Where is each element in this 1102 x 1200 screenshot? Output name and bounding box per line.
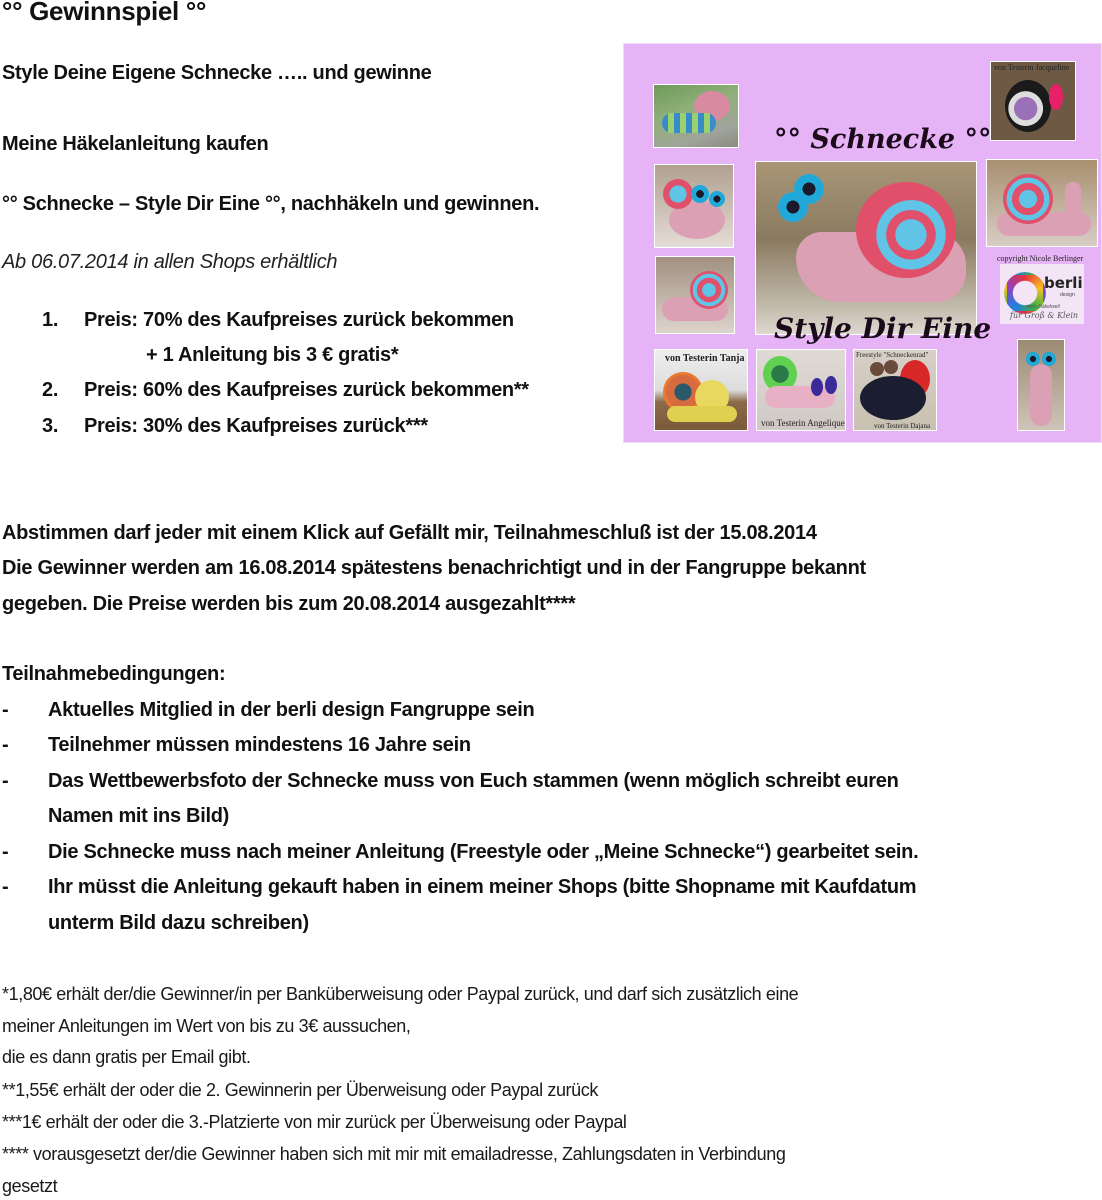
- photo-caption: von Testerin Dajana: [874, 422, 931, 430]
- ear-shape: [1049, 84, 1063, 110]
- photo-main-snail: [755, 161, 977, 335]
- subtitle: Style Deine Eigene Schnecke ….. und gewinne: [2, 62, 432, 84]
- copyright-caption: copyright Nicole Berlinger: [997, 254, 1084, 263]
- dash-bullet: -: [2, 876, 9, 898]
- condition-text-continued: unterm Bild dazu schreiben): [48, 912, 309, 934]
- footnote-line: **** vorausgesetzt der/die Gewinner haben sich mit mir mit emailadresse, Zahlungsdaten in Verbindung: [2, 1144, 786, 1164]
- footnote-line: gesetzt: [2, 1176, 58, 1196]
- condition-item: [2, 876, 916, 899]
- striped-body-shape: [662, 113, 716, 133]
- dash-bullet: -: [2, 699, 9, 721]
- snail-shell-shape: [663, 179, 693, 209]
- condition-text: Aktuelles Mitglied in der berli design Fangruppe sein: [48, 699, 535, 721]
- prize-item-1: [42, 309, 514, 332]
- photo-snail-side: [655, 256, 735, 334]
- snail-collage-image: [623, 43, 1102, 443]
- prize-number: 2.: [42, 379, 59, 401]
- footnote-line: meiner Anleitungen im Wert von bis zu 3€ aussuchen,: [2, 1016, 411, 1036]
- snail-eye-shape: [870, 362, 884, 376]
- prize-item-2: [42, 379, 529, 402]
- dash-bullet: -: [2, 770, 9, 792]
- photo-caption: von Testerin Jacqueline: [994, 63, 1070, 72]
- product-line: °° Schnecke – Style Dir Eine °°, nachhäkeln und gewinnen.: [2, 193, 540, 215]
- photo-caption: von Testerin Tanja: [665, 353, 745, 364]
- photo-tanja-snail: [654, 349, 748, 431]
- condition-text: Die Schnecke muss nach meiner Anleitung (Freestyle oder „Meine Schnecke“) gearbeitet sein.: [48, 841, 919, 863]
- voting-line-2: Die Gewinner werden am 16.08.2014 spätestens benachrichtigt und in der Fangruppe bekannt: [2, 557, 866, 579]
- conditions-heading: Teilnahmebedingungen:: [2, 663, 226, 685]
- page-title: °° Gewinnspiel °°: [2, 0, 207, 26]
- collage-tagline: Style Dir Eine: [774, 312, 992, 345]
- condition-text: Ihr müsst die Anleitung gekauft haben in einem meiner Shops (bitte Shopname mit Kaufdatum: [48, 876, 917, 898]
- footnote-line: **1,55€ erhält der oder die 2. Gewinnerin per Überweisung oder Paypal zurück: [2, 1080, 598, 1100]
- voting-line-3: gegeben. Die Preise werden bis zum 20.08.2014 ausgezahlt****: [2, 593, 576, 615]
- prize-item-1-extra: + 1 Anleitung bis 3 € gratis*: [146, 344, 399, 366]
- photo-snail-upright: [1017, 339, 1065, 431]
- availability-line: Ab 06.07.2014 in allen Shops erhältlich: [2, 251, 338, 273]
- condition-text: Teilnehmer müssen mindestens 16 Jahre sein: [48, 734, 471, 756]
- logo-sub: design: [1060, 292, 1075, 298]
- footnote-line: die es dann gratis per Email gibt.: [2, 1047, 251, 1067]
- prize-text: Preis: 70% des Kaufpreises zurück bekommen: [84, 309, 514, 331]
- prize-text: Preis: 60% des Kaufpreises zurück bekommen**: [84, 379, 529, 401]
- snail-eye-shape: [1026, 352, 1040, 366]
- photo-snail-front: [654, 164, 734, 248]
- photo-snail-right: [986, 159, 1098, 247]
- logo-tag1: mein Häkelwelt: [1026, 304, 1060, 310]
- condition-text: Das Wettbewerbsfoto der Schnecke muss von Euch stammen (wenn möglich schreibt euren: [48, 770, 899, 792]
- photo-jacqueline-snail: [990, 61, 1076, 141]
- dash-bullet: -: [2, 734, 9, 756]
- snail-neck-shape: [1065, 182, 1081, 222]
- snail-eye-shape: [884, 360, 898, 374]
- snail-body-shape: [860, 376, 926, 420]
- footnote-line: *1,80€ erhält der/die Gewinner/in per Banküberweisung oder Paypal zurück, und darf sich zusätzlich eine: [2, 984, 799, 1004]
- snail-shell-shape: [856, 182, 956, 278]
- footnote-line: ***1€ erhält der oder die 3.-Platzierte von mir zurück per Überweisung oder Paypal: [2, 1112, 627, 1132]
- condition-item: [2, 734, 471, 757]
- snail-eye-shape: [825, 376, 837, 394]
- snail-shape: [1005, 80, 1051, 132]
- prize-number: 1.: [42, 309, 59, 331]
- snail-eye-shape: [794, 174, 824, 204]
- photo-caption: von Testerin Angelique: [761, 418, 845, 428]
- condition-item: [2, 770, 899, 793]
- snail-eye-shape: [691, 185, 709, 203]
- buy-line: Meine Häkelanleitung kaufen: [2, 133, 269, 155]
- voting-line-1: Abstimmen darf jeder mit einem Klick auf Gefällt mir, Teilnahmeschluß ist der 15.08.2014: [2, 522, 817, 544]
- photo-dajana-snail: [853, 349, 937, 431]
- berli-design-logo: [1000, 264, 1084, 324]
- snail-body-shape: [765, 386, 835, 408]
- prize-item-3: [42, 415, 428, 438]
- dash-bullet: -: [2, 841, 9, 863]
- snail-eye-shape: [709, 191, 725, 207]
- prize-text: Preis: 30% des Kaufpreises zurück***: [84, 415, 428, 437]
- snail-shell-shape: [690, 271, 728, 309]
- logo-tag2: für Groß & Klein: [1010, 311, 1079, 320]
- condition-item: [2, 841, 918, 864]
- prize-number: 3.: [42, 415, 59, 437]
- logo-brand: berli: [1044, 274, 1083, 292]
- snail-eye-shape: [1042, 352, 1056, 366]
- photo-caption-top: Freestyle "Schneckenrad": [856, 351, 929, 359]
- photo-striped-snail: [653, 84, 739, 148]
- snail-shell-shape: [1003, 174, 1053, 224]
- condition-item: [2, 699, 534, 722]
- photo-angelique-snail: [756, 349, 846, 431]
- snail-body-shape: [667, 406, 737, 422]
- condition-text-continued: Namen mit ins Bild): [48, 805, 229, 827]
- collage-heading: °° Schnecke °°: [774, 124, 992, 155]
- snail-eye-shape: [811, 378, 823, 396]
- snail-body-shape: [1030, 364, 1052, 426]
